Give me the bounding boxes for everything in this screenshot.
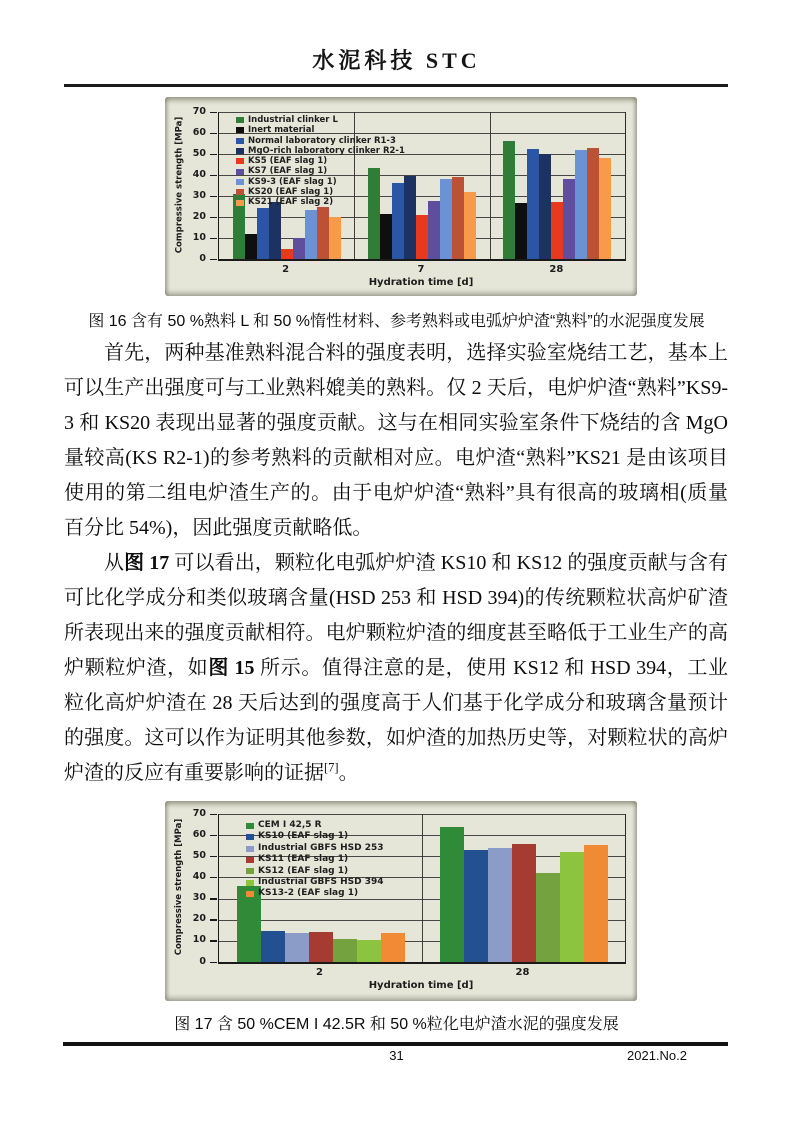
x-axis-title: Hydration time [d]	[368, 980, 474, 991]
legend-swatch	[246, 880, 254, 886]
x-tick-label: 28	[549, 264, 564, 275]
x-axis-title: Hydration time [d]	[368, 277, 474, 288]
bar	[599, 158, 611, 259]
y-tick-label: 0	[199, 955, 206, 967]
legend-swatch	[236, 189, 244, 195]
figure-reference: 图 15	[208, 657, 255, 679]
journal-title: 水泥科技 STC	[312, 48, 481, 73]
legend-item	[236, 177, 405, 187]
page-number: 31	[389, 1048, 404, 1063]
bar-group-day-28	[422, 814, 625, 962]
chart-legend	[236, 115, 405, 208]
bar	[452, 177, 464, 259]
bar	[575, 150, 587, 259]
body-text	[64, 336, 728, 791]
legend-label: Industrial GBFS HSD 253	[258, 842, 384, 853]
legend-label: CEM I 42,5 R	[258, 820, 322, 830]
y-axis-title: Compressive strength [MPa]	[174, 818, 184, 956]
y-tick	[210, 835, 217, 837]
legend-swatch	[246, 846, 254, 852]
legend-swatch	[246, 834, 254, 840]
legend-label: KS21 (EAF slag 2)	[248, 197, 334, 208]
legend-label: KS5 (EAF slag 1)	[248, 156, 328, 167]
bar	[503, 141, 515, 259]
bar	[257, 208, 269, 259]
bar	[333, 939, 357, 962]
legend-label: Industrial GBFS HSD 394	[258, 877, 384, 888]
y-tick	[210, 259, 217, 261]
bar	[416, 215, 428, 259]
text-run: 从	[104, 552, 125, 574]
bar	[536, 873, 560, 962]
y-tick	[210, 112, 217, 114]
bar	[309, 932, 333, 962]
y-tick	[210, 877, 217, 879]
y-tick-label: 0	[199, 252, 206, 264]
bar	[281, 249, 293, 260]
y-tick-label: 20	[192, 210, 206, 222]
legend-label: Inert material	[248, 125, 315, 136]
y-tick-label: 10	[192, 934, 206, 946]
bar	[512, 844, 536, 962]
bar	[464, 192, 476, 259]
y-tick	[210, 238, 217, 240]
bar	[563, 179, 575, 259]
legend-item	[246, 888, 384, 899]
legend-swatch	[236, 158, 244, 164]
y-tick	[210, 196, 217, 198]
bar	[488, 848, 512, 962]
bar	[245, 234, 257, 259]
bar	[261, 931, 285, 962]
legend-label: KS11 (EAF slag 1)	[258, 854, 349, 865]
y-tick	[210, 940, 217, 942]
legend-item	[236, 187, 405, 197]
legend-label: KS12 (EAF slag 1)	[258, 865, 349, 876]
legend-item	[236, 136, 405, 146]
x-tick-label: 7	[417, 264, 425, 275]
text-run: 。	[338, 762, 359, 784]
x-tick-label: 28	[515, 967, 530, 978]
legend-label: KS13-2 (EAF slag 1)	[258, 888, 359, 899]
legend-label: KS9-3 (EAF slag 1)	[248, 176, 337, 187]
y-tick-label: 40	[192, 870, 206, 882]
legend-label: KS10 (EAF slag 1)	[258, 831, 349, 842]
legend-swatch	[246, 857, 254, 863]
text-run: 首先，两种基准熟料混合料的强度表明，选择实验室烧结工艺，基本上可以生产出强度可与工业熟料媲美的熟料。仅 2 天后，电炉炉渣“熟料”KS9-3 和 KS20 表现出显著的强度贡献。这与在相同实验室条件下烧结的含 MgO 量较高(KS R2-1)的参考熟料的贡献相对应。电炉渣“熟料”KS21 是由该项目使用的第二组电炉渣生产的。由于电炉炉渣“熟料”具有很高的玻璃相(质量百分比 54%)，因此强度贡献略低。	[64, 342, 728, 539]
figure-16-strength-chart	[165, 97, 637, 296]
legend-item	[236, 146, 405, 156]
y-tick	[210, 962, 217, 964]
legend-item	[246, 831, 384, 842]
reference-marker: [7]	[324, 760, 339, 775]
legend-label: KS20 (EAF slag 1)	[248, 187, 334, 198]
y-tick	[210, 814, 217, 816]
legend-item	[246, 854, 384, 865]
x-tick-label: 2	[282, 264, 290, 275]
y-tick-label: 50	[192, 849, 206, 861]
text-run: 所示。值得注意的是，使用 KS12 和 HSD 394，工业粒化高炉炉渣在 28 天后达到的强度高于人们基于化学成分和玻璃含量预计的强度。这可以作为证明其他参数，如炉渣的加热历史等，对颗粒状的高炉炉渣的反应有重要影响的证据	[64, 657, 729, 784]
bar	[584, 845, 608, 962]
bar	[464, 850, 488, 962]
y-tick	[210, 133, 217, 135]
bar	[560, 852, 584, 962]
bar-group-day-28	[490, 112, 625, 259]
text-run: 可以看出，颗粒化电弧炉炉渣 KS10 和 KS12 的强度贡献与含有可比化学成分和类似玻璃含量(HSD 253 和 HSD 394)的传统颗粒状高炉矿渣所表现出来的强度贡献相符。电炉颗粒炉渣的细度甚至略低于工业生产的高炉颗粒炉渣，如	[64, 552, 729, 679]
bar	[305, 210, 317, 259]
legend-swatch	[236, 127, 244, 133]
issue-number: 2021.No.2	[627, 1048, 687, 1063]
paragraph-2	[64, 546, 728, 791]
legend-item	[246, 877, 384, 888]
y-tick-label: 70	[192, 105, 206, 117]
footer-rule	[63, 1042, 728, 1046]
legend-label: Normal laboratory clinker R1-3	[248, 135, 396, 146]
legend-item	[246, 820, 384, 831]
y-tick	[210, 175, 217, 177]
y-tick-label: 30	[192, 189, 206, 201]
legend-item	[246, 866, 384, 877]
legend-swatch	[246, 891, 254, 897]
bar	[440, 827, 464, 962]
bar	[515, 203, 527, 259]
legend-swatch	[236, 200, 244, 206]
y-tick-label: 40	[192, 168, 206, 180]
legend-swatch	[246, 868, 254, 874]
bar	[317, 207, 329, 260]
bar	[527, 149, 539, 259]
header-rule	[64, 84, 728, 87]
bar	[285, 933, 309, 962]
y-axis-title: Compressive strength [MPa]	[174, 116, 184, 253]
legend-item	[246, 843, 384, 854]
legend-swatch	[246, 823, 254, 829]
y-tick	[210, 898, 217, 900]
bar	[269, 202, 281, 259]
y-tick	[210, 154, 217, 156]
legend-swatch	[236, 148, 244, 154]
legend-swatch	[236, 117, 244, 123]
y-tick-label: 70	[192, 807, 206, 819]
bar	[293, 238, 305, 259]
y-tick-label: 30	[192, 892, 206, 904]
bar	[357, 940, 381, 962]
bar	[539, 154, 551, 259]
chart-legend	[246, 820, 384, 900]
figure-17-caption: 图 17 含 50 %CEM I 42.5R 和 50 %粒化电炉渣水泥的强度发展	[174, 1016, 619, 1033]
y-tick	[210, 856, 217, 858]
bar	[587, 148, 599, 259]
bar	[551, 202, 563, 259]
legend-item	[236, 115, 405, 125]
legend-swatch	[236, 179, 244, 185]
bar	[428, 201, 440, 259]
legend-item	[236, 166, 405, 176]
bar	[404, 176, 416, 259]
legend-swatch	[236, 138, 244, 144]
figure-reference: 图 17	[124, 552, 170, 574]
y-tick	[210, 919, 217, 921]
figure-17-strength-chart	[165, 801, 637, 1001]
y-tick-label: 60	[192, 126, 206, 138]
y-tick-label: 20	[192, 913, 206, 925]
legend-item	[236, 197, 405, 207]
bar	[381, 933, 405, 962]
legend-swatch	[236, 169, 244, 175]
legend-label: Industrial clinker L	[248, 115, 338, 125]
legend-label: MgO-rich laboratory clinker R2-1	[248, 145, 405, 156]
paragraph-1	[64, 336, 728, 546]
bar	[329, 217, 341, 259]
y-tick-label: 10	[192, 231, 206, 243]
legend-item	[236, 125, 405, 135]
figure-16-caption: 图 16 含有 50 %熟料 L 和 50 %惰性材料、参考熟料或电弧炉炉渣“熟料”的水泥强度发展	[88, 313, 705, 330]
x-tick-label: 2	[316, 967, 323, 978]
bar	[380, 214, 392, 259]
legend-item	[236, 156, 405, 166]
legend-label: KS7 (EAF slag 1)	[248, 166, 328, 177]
bar	[440, 179, 452, 259]
y-tick	[210, 217, 217, 219]
y-tick-label: 50	[192, 147, 206, 159]
y-tick-label: 60	[192, 828, 206, 840]
